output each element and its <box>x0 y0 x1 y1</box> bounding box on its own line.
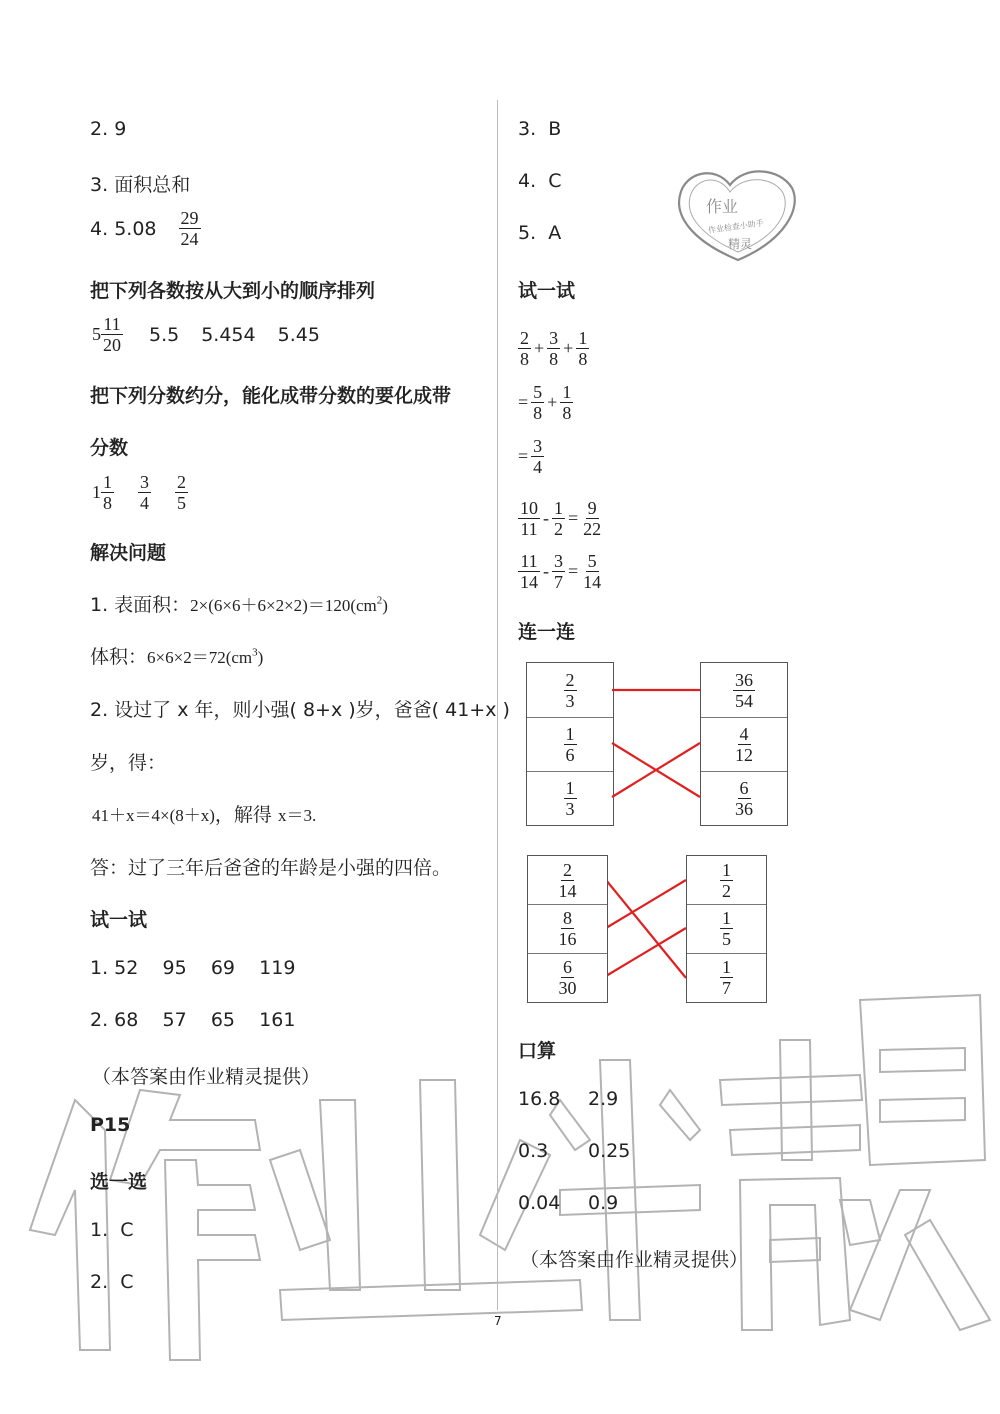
q4-answer: 5.08 <box>114 217 157 240</box>
order-mixed-whole: 5 <box>92 324 101 344</box>
q2-answer: 9 <box>114 118 127 140</box>
order-title: 把下列各数按从大到小的顺序排列 <box>90 280 376 302</box>
stamp-text-2: 作业检查小助手 <box>707 218 765 236</box>
link-title: 连一连 <box>518 621 576 643</box>
solve1-surface: 1. 表面积：$2\times(6\times 6+6\times 2\times 2)=120(cm^2)$ <box>90 594 388 616</box>
solve-title: 解决问题 <box>90 542 167 564</box>
page-label-p15: P15 <box>90 1114 131 1136</box>
try-title-right: 试一试 <box>518 280 576 302</box>
order-item: 5.5 <box>149 323 180 346</box>
choose-1: 1. C <box>90 1219 134 1241</box>
q3-number: 3. <box>90 174 109 196</box>
solve2-answer: 答：过了三年后爸爸的年龄是小强的四倍。 <box>90 857 452 879</box>
match-line <box>606 880 686 978</box>
match1-right-cell: $\frac{36}{54}$ <box>701 663 787 718</box>
oral-row: 16.8 2.9 <box>518 1088 619 1110</box>
order-item: 5.45 <box>277 323 320 346</box>
credit-left: （本答案由作业精灵提供） <box>92 1066 321 1088</box>
calc-line-3: = $\frac{3}{4}$ <box>518 436 543 477</box>
try1: 1. 52 95 69 119 <box>90 957 296 979</box>
stamp-text-3: 精灵 <box>728 237 753 251</box>
match2-right-cell: $\frac{1}{5}$ <box>687 904 766 954</box>
match2-left-cell: $\frac{6}{30}$ <box>558 957 577 998</box>
reduce-fraction: $\frac{1}{8}$ <box>103 472 112 513</box>
order-item: 5.454 <box>201 323 256 346</box>
solve2-line2: 岁，得： <box>90 752 167 774</box>
match1-left-cell: $\frac{2}{3}$ <box>527 663 613 718</box>
match1-right-cell: $\frac{6}{36}$ <box>735 777 753 819</box>
match-line <box>606 880 686 928</box>
reduce-fraction: $\frac{2}{5}$ <box>177 472 186 513</box>
reduce-fraction: $\frac{3}{4}$ <box>140 472 149 513</box>
calc-line-5: $\frac{11}{14}$ - $\frac{3}{7}$ = $\frac{5}{14}$ <box>520 551 602 592</box>
reduce-title-line2: 分数 <box>90 437 129 459</box>
calc-line-4: $\frac{10}{11}$ - $\frac{1}{2}$ = $\frac{9}{22}$ <box>520 498 602 539</box>
oral-row: 0.3 0.25 <box>518 1140 631 1162</box>
choose-2: 2. C <box>90 1271 134 1293</box>
q3-answer: 面积总和 <box>114 174 191 196</box>
choose-title: 选一选 <box>90 1171 148 1193</box>
match2-left-column <box>527 855 608 1003</box>
match2-left-cell: $\frac{2}{14}$ <box>528 856 607 905</box>
match2-right-column <box>686 855 767 1003</box>
try2: 2. 68 57 65 161 <box>90 1009 296 1031</box>
q2-number: 2. <box>90 118 109 140</box>
page-number: 7 <box>494 1314 502 1328</box>
reduce-answers: 1 $\frac{1}{8}$ $\frac{3}{4}$ $\frac{2}{5}$ <box>92 472 186 513</box>
answer-3: 3. B <box>518 118 562 140</box>
credit-right: （本答案由作业精灵提供） <box>520 1249 749 1271</box>
answer-4: 4. C <box>518 170 562 192</box>
order-mixed-fraction: $\frac{11}{20}$ <box>103 314 121 355</box>
solve2-line1: 2. 设过了 x 年，则小强( 8+x )岁，爸爸( 41+x ) <box>90 699 510 721</box>
solve1-volume: 体积：$6\times 6\times 2=72(cm^3)$ <box>90 646 264 668</box>
q4-fraction: $\frac{29}{24}$ <box>180 208 199 249</box>
match1-right-cell: $\frac{4}{12}$ <box>701 717 787 772</box>
match2-right-cell: $\frac{1}{2}$ <box>687 856 766 905</box>
q4-number: 4. <box>90 217 109 240</box>
calc-line-1: $\frac{2}{8}$ + $\frac{3}{8}$ + $\frac{1}{8}$ <box>520 328 588 369</box>
oral-title: 口算 <box>518 1040 557 1062</box>
answer-5: 5. A <box>518 222 562 244</box>
match2-right-cell: $\frac{1}{7}$ <box>722 957 731 998</box>
match-line <box>606 928 686 976</box>
stamp-text-1: 作业 <box>706 197 739 216</box>
try-title-left: 试一试 <box>90 909 148 931</box>
match2-left-cell: $\frac{8}{16}$ <box>528 904 607 954</box>
oral-row: 0.04 0.9 <box>518 1192 619 1214</box>
solve2-equation: 41＋x＝4×(8＋x)，解得 x＝3. <box>92 804 317 826</box>
match1-left-cell: $\frac{1}{6}$ <box>527 717 613 772</box>
reduce-title-line1: 把下列分数约分，能化成带分数的要化成带 <box>90 385 452 407</box>
calc-line-2: = $\frac{5}{8}$ + $\frac{1}{8}$ <box>518 382 572 423</box>
match1-left-cell: $\frac{1}{3}$ <box>565 777 575 819</box>
